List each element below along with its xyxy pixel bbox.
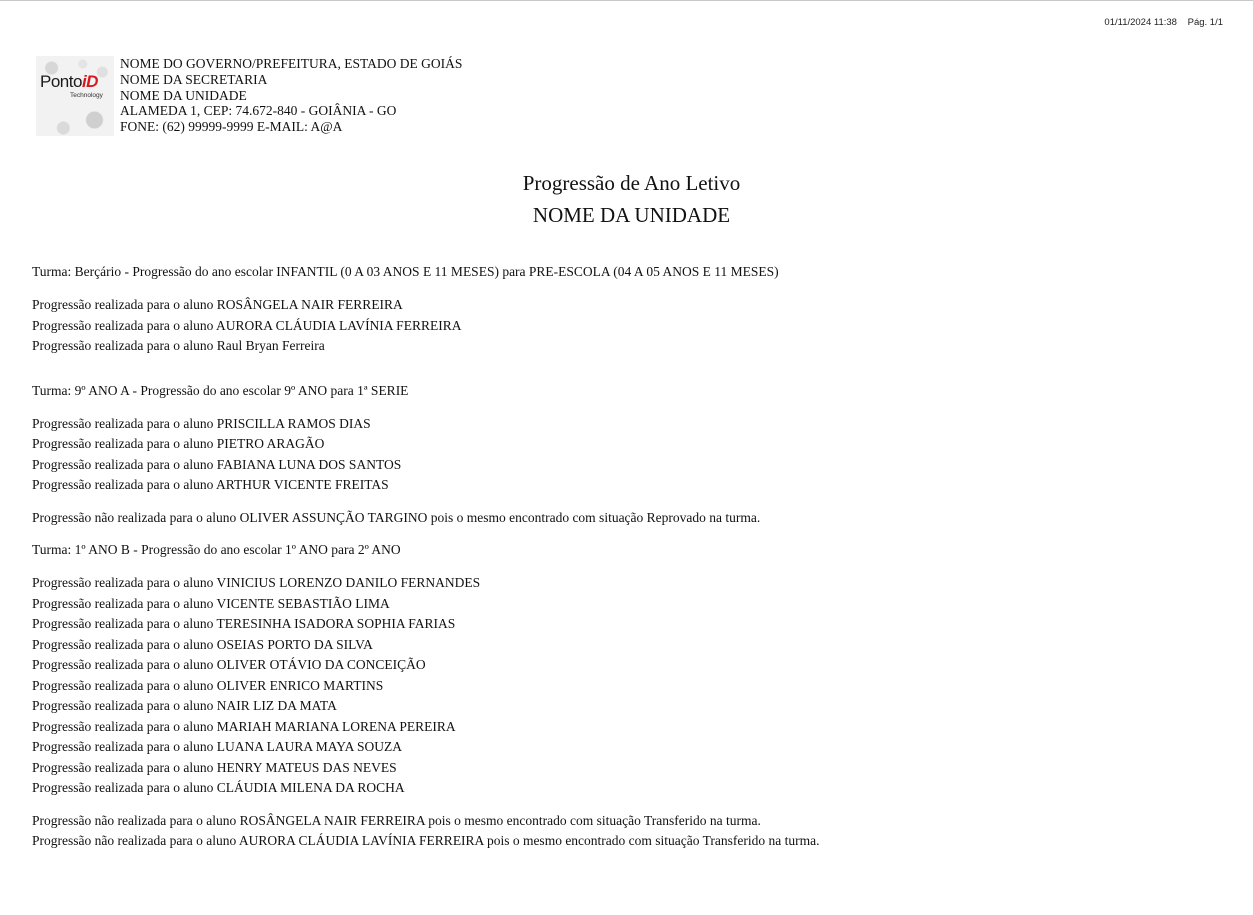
progress-line: Progressão realizada para o aluno Raul Bryan Ferreira <box>32 338 325 353</box>
not-progressed-line: Progressão não realizada para o aluno ROSÂNGELA NAIR FERREIRA pois o mesmo encontrado com situação Transferido na turma. <box>32 812 761 828</box>
progress-line: Progressão realizada para o aluno MARIAH MARIANA LORENA PEREIRA <box>32 718 456 734</box>
progress-line: Progressão realizada para o aluno TERESINHA ISADORA SOPHIA FARIAS <box>32 616 456 631</box>
report-content <box>32 262 820 852</box>
progress-line: Progressão realizada para o aluno ROSÂNGELA NAIR FERREIRA <box>32 297 403 312</box>
progress-line: Progressão realizada para o aluno FABIANA LUNA DOS SANTOS <box>32 456 402 472</box>
top-divider <box>0 0 1253 1</box>
institution-government: NOME DO GOVERNO/PREFEITURA, ESTADO DE GOIÁS <box>120 56 463 71</box>
not-progressed-line: Progressão não realizada para o aluno AURORA CLÁUDIA LAVÍNIA FERREIRA pois o mesmo encontrado com situação Transferido na turma. <box>32 833 820 848</box>
report-datetime: 01/11/2024 11:38 <box>1104 17 1177 28</box>
report-stamp <box>1104 17 1223 28</box>
progress-line: Progressão realizada para o aluno VICENTE SEBASTIÃO LIMA <box>32 595 390 611</box>
progress-line: Progressão realizada para o aluno HENRY MATEUS DAS NEVES <box>32 759 397 775</box>
progress-line: Progressão realizada para o aluno PIETRO ARAGÃO <box>32 436 325 451</box>
page-number: Pág. 1/1 <box>1187 17 1223 28</box>
progress-line: Progressão realizada para o aluno AURORA CLÁUDIA LAVÍNIA FERREIRA <box>32 317 462 333</box>
report-title: Progressão de Ano Letivo <box>522 171 741 195</box>
turma-heading: Turma: Berçário - Progressão do ano escolar INFANTIL (0 A 03 ANOS E 11 MESES) para PRE-ESCOLA (04 A 05 ANOS E 11 MESES) <box>32 264 779 279</box>
turma-heading: Turma: 1º ANO B - Progressão do ano escolar 1º ANO para 2º ANO <box>32 542 401 557</box>
logo-brand-main: Ponto <box>40 72 82 91</box>
logo-subtitle: Technology <box>70 92 103 99</box>
report-subtitle: NOME DA UNIDADE <box>532 203 731 227</box>
progress-line: Progressão realizada para o aluno LUANA LAURA MAYA SOUZA <box>32 739 402 754</box>
turma-heading: Turma: 9º ANO A - Progressão do ano escolar 9º ANO para 1ª SERIE <box>32 382 409 398</box>
not-progressed-line: Progressão não realizada para o aluno OLIVER ASSUNÇÃO TARGINO pois o mesmo encontrado com situação Reprovado na turma. <box>32 509 761 525</box>
pontoid-logo <box>36 56 114 136</box>
progress-line: Progressão realizada para o aluno OSEIAS PORTO DA SILVA <box>32 636 373 652</box>
institution-address: ALAMEDA 1, CEP: 74.672-840 - GOIÂNIA - GO <box>120 103 397 119</box>
institution-contact: FONE: (62) 99999-9999 E-MAIL: A@A <box>120 119 343 135</box>
institution-unit: NOME DA UNIDADE <box>120 87 247 103</box>
progress-line: Progressão realizada para o aluno ARTHUR VICENTE FREITAS <box>32 477 389 492</box>
progress-line: Progressão realizada para o aluno NAIR LIZ DA MATA <box>32 698 337 713</box>
logo-brand-accent: iD <box>81 72 98 91</box>
institution-secretariat: NOME DA SECRETARIA <box>120 71 268 87</box>
progress-line: Progressão realizada para o aluno PRISCILLA RAMOS DIAS <box>32 415 371 431</box>
progress-line: Progressão realizada para o aluno OLIVER ENRICO MARTINS <box>32 677 384 693</box>
progress-line: Progressão realizada para o aluno OLIVER OTÁVIO DA CONCEIÇÃO <box>32 657 426 672</box>
report-title-block <box>0 170 1253 229</box>
institution-header <box>120 56 462 135</box>
progress-line: Progressão realizada para o aluno CLÁUDIA MILENA DA ROCHA <box>32 780 405 795</box>
logo-brand <box>40 72 98 92</box>
progress-line: Progressão realizada para o aluno VINICIUS LORENZO DANILO FERNANDES <box>32 575 481 590</box>
